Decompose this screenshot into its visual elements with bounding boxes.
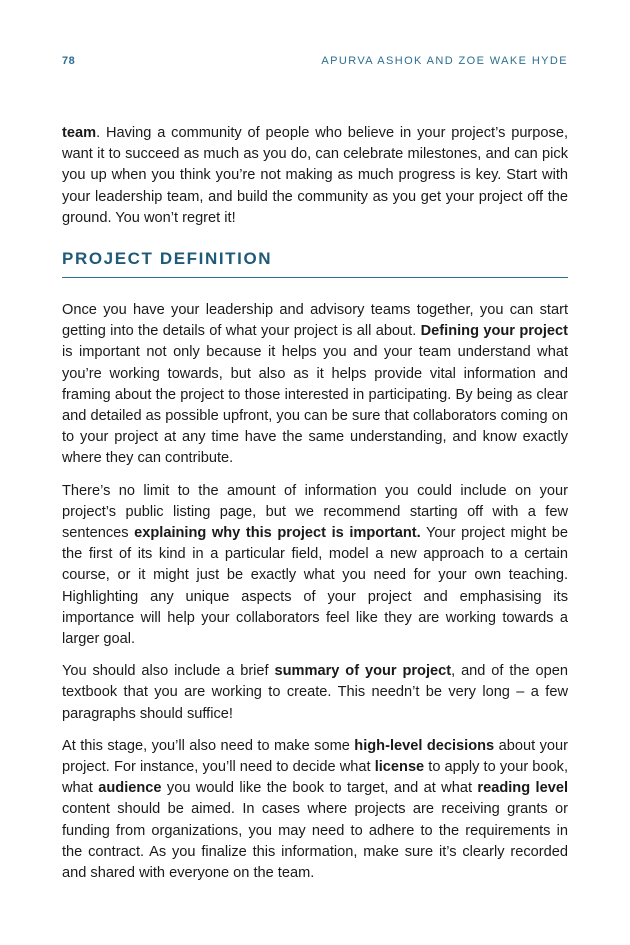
- text-run: You should also include a brief: [62, 663, 275, 680]
- bold-phrase: audience: [98, 780, 162, 797]
- text-run: to apply to your book, what: [62, 759, 569, 797]
- page-number: 78: [62, 55, 76, 67]
- text-run: , and of the open textbook that you are working to create. This needn’t be very long – a few paragraphs should suffice!: [62, 663, 569, 722]
- text-run: you would like the book to target, and at what: [161, 780, 478, 797]
- bold-phrase: license: [374, 759, 425, 776]
- bold-phrase: high-level decisions: [354, 737, 495, 754]
- running-title: APURVA ASHOK AND ZOE WAKE HYDE: [321, 55, 568, 67]
- bold-phrase: reading level: [477, 780, 569, 797]
- text-run: . Having a community of people who believe in your project’s purpose, want it to succeed as much as you do, can celebrate milestones, and can pick you up when you think you’re not making as much progress is key. Start with your leadership team, and build the community as you get your project off the ground. You won’t regret it!: [62, 125, 568, 226]
- text-run: is important not only because it helps you and your team understand what you’re working towards, but also as it helps provide vital information and framing about the project to those interested in participating. By being as clear and detailed as possible upfront, you can be sure that collaborators coming on to your project at any time have the same understanding, and know exactly where they can contribute.: [62, 344, 568, 467]
- running-header: [62, 55, 568, 71]
- bold-phrase: summary of your project: [274, 663, 452, 680]
- text-run: At this stage, you’ll also need to make some: [62, 737, 355, 754]
- text-run: about your project. For instance, you’ll need to decide what: [62, 737, 568, 776]
- body-paragraph: [62, 123, 568, 229]
- body-paragraph: [62, 481, 568, 651]
- body-paragraph: [62, 661, 568, 725]
- text-run: Your project might be the first of its kind in a particular field, model a new approach to a certain course, or it might just be exactly what you need for your own teaching. Highlighting any unique aspects of your project and emphasising its importance will help your collaborators feel like they are working towards a larger goal.: [62, 525, 568, 648]
- section-heading: PROJECT DEFINITION: [62, 249, 568, 278]
- body-paragraph: [62, 736, 568, 884]
- page-body: [62, 123, 568, 895]
- text-run: There’s no limit to the amount of information you could include on your project’s public listing page, but we recommend starting off with a few sentences: [62, 482, 568, 542]
- section-paragraphs: [62, 300, 568, 884]
- bold-phrase: Defining your project: [420, 323, 568, 340]
- bold-phrase: team: [62, 125, 97, 141]
- intro-paragraphs: [62, 123, 568, 229]
- body-paragraph: [62, 300, 568, 470]
- bold-phrase: explaining why this project is important.: [134, 525, 421, 542]
- text-run: Once you have your leadership and advisory teams together, you can start getting into the details of what your project is all about.: [62, 302, 568, 340]
- text-run: content should be aimed. In cases where projects are receiving grants or funding from organizations, you may need to adhere to the requirements in the contract. As you finalize this information, make sure it’s clearly recorded and shared with everyone on the team.: [62, 801, 568, 882]
